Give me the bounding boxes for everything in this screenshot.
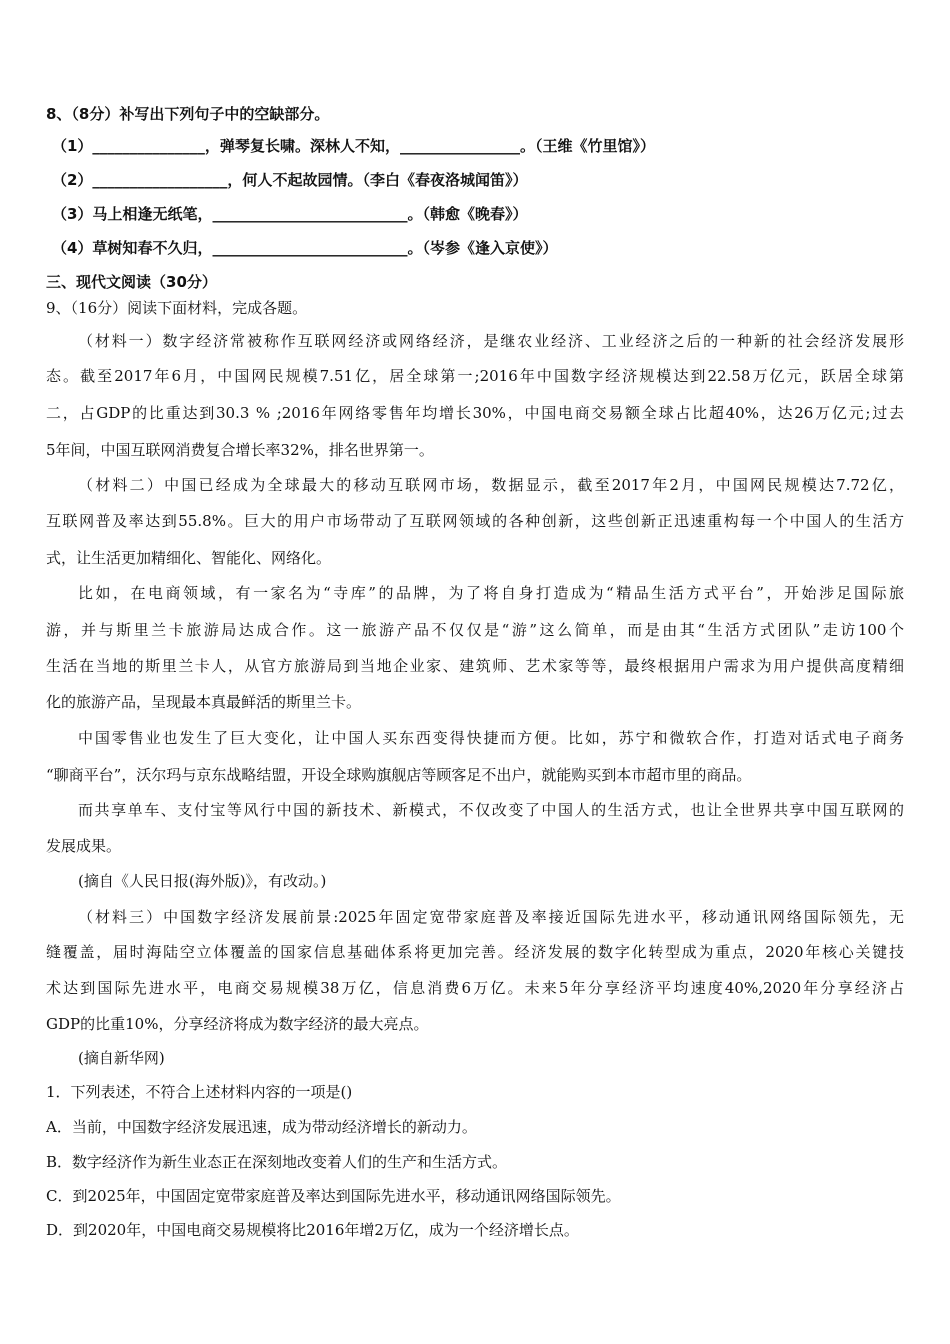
material-2-line: 发展成果。 <box>46 837 122 855</box>
option-c: C．到2025年，中国固定宽带家庭普及率达到国际先进水平，移动通讯网络国际领先。 <box>46 1187 621 1205</box>
material-3-line: 术达到国际先进水平，电商交易规模38万亿，信息消费6万亿。未来5年分享经济平均速度40%,2020年分享经济占 <box>46 979 904 997</box>
option-a: A．当前，中国数字经济发展迅速，成为带动经济增长的新动力。 <box>46 1118 477 1136</box>
material-2-line: 而共享单车、支付宝等风行中国的新技术、新模式，不仅改变了中国人的生活方式，也让全世界共享中国互联网的 <box>78 801 904 819</box>
material-3-line: GDP的比重10%，分享经济将成为数字经济的最大亮点。 <box>46 1015 429 1033</box>
material-1-line: 5年间，中国互联网消费复合增长率32%，排名世界第一。 <box>46 441 434 459</box>
q8-item-2: （2）__________________，何人不起故园情。（李白《春夜洛城闻笛》） <box>52 171 528 189</box>
option-b: B．数字经济作为新生业态正在深刻地改变着人们的生产和生活方式。 <box>46 1153 508 1171</box>
material-2-line: 比如，在电商领域，有一家名为“寺库”的品牌，为了将自身打造成为“精品生活方式平台”，开始涉足国际旅 <box>78 584 904 602</box>
q8-item-1: （1）_______________，弹琴复长啸。深林人不知，________________。（王维《竹里馆》） <box>52 137 655 155</box>
q8-item-4: （4）草树知春不久归，__________________________。（岑参《逢入京使》） <box>52 239 558 257</box>
material-1-line: 态。截至2017年6月，中国网民规模7.51亿，居全球第一;2016年中国数字经济规模达到22.58万亿元，跃居全球第 <box>46 367 904 385</box>
material-3-line: 缝覆盖，届时海陆空立体覆盖的国家信息基础体系将更加完善。经济发展的数字化转型成为重点，2020年核心关键技 <box>46 943 904 961</box>
material-1-line: 二，占GDP的比重达到30.3 % ;2016年网络零售年均增长30%，中国电商交易额全球占比超40%，达26万亿元;过去 <box>46 404 904 422</box>
section-3-heading: 三、现代文阅读（30分） <box>46 273 217 291</box>
material-2-line: （材料二）中国已经成为全球最大的移动互联网市场，数据显示，截至2017年2月，中国网民规模达7.72亿， <box>78 476 904 494</box>
material-2-line: 式，让生活更加精细化、智能化、网络化。 <box>46 549 332 567</box>
material-2-line: “聊商平台”，沃尔玛与京东战略结盟，开设全球购旗舰店等顾客足不出户，就能购买到本市超市里的商品。 <box>46 766 752 784</box>
material-2-line: 化的旅游产品，呈现最本真最鲜活的斯里兰卡。 <box>46 693 362 711</box>
source-citation: (摘自新华网) <box>78 1049 165 1067</box>
q9-title: 9、（16分）阅读下面材料，完成各题。 <box>46 299 308 317</box>
option-d: D．到2020年，中国电商交易规模将比2016年增2万亿，成为一个经济增长点。 <box>46 1221 579 1239</box>
material-2-line: 生活在当地的斯里兰卡人，从官方旅游局到当地企业家、建筑师、艺术家等等，最终根据用户需求为用户提供高度精细 <box>46 657 904 675</box>
q8-title: 8、（8分）补写出下列句子中的空缺部分。 <box>46 105 330 123</box>
material-2-line: 中国零售业也发生了巨大变化，让中国人买东西变得快捷而方便。比如，苏宁和微软合作，打造对话式电子商务 <box>78 729 904 747</box>
source-citation: (摘自《人民日报(海外版)》，有改动。) <box>78 872 327 890</box>
question-1-stem: 1．下列表述，不符合上述材料内容的一项是() <box>46 1083 353 1101</box>
material-2-line: 互联网普及率达到55.8%。巨大的用户市场带动了互联网领域的各种创新，这些创新正迅速重构每一个中国人的生活方 <box>46 512 904 530</box>
q8-item-3: （3）马上相逢无纸笔，__________________________。（韩愈《晚春》） <box>52 205 528 223</box>
material-2-line: 游，并与斯里兰卡旅游局达成合作。这一旅游产品不仅仅是“游”这么简单，而是由其“生活方式团队”走访100个 <box>46 621 904 639</box>
material-1-line: （材料一）数字经济常被称作互联网经济或网络经济，是继农业经济、工业经济之后的一种新的社会经济发展形 <box>78 332 904 350</box>
material-3-line: （材料三）中国数字经济发展前景:2025年固定宽带家庭普及率接近国际先进水平，移动通讯网络国际领先，无 <box>78 908 904 926</box>
